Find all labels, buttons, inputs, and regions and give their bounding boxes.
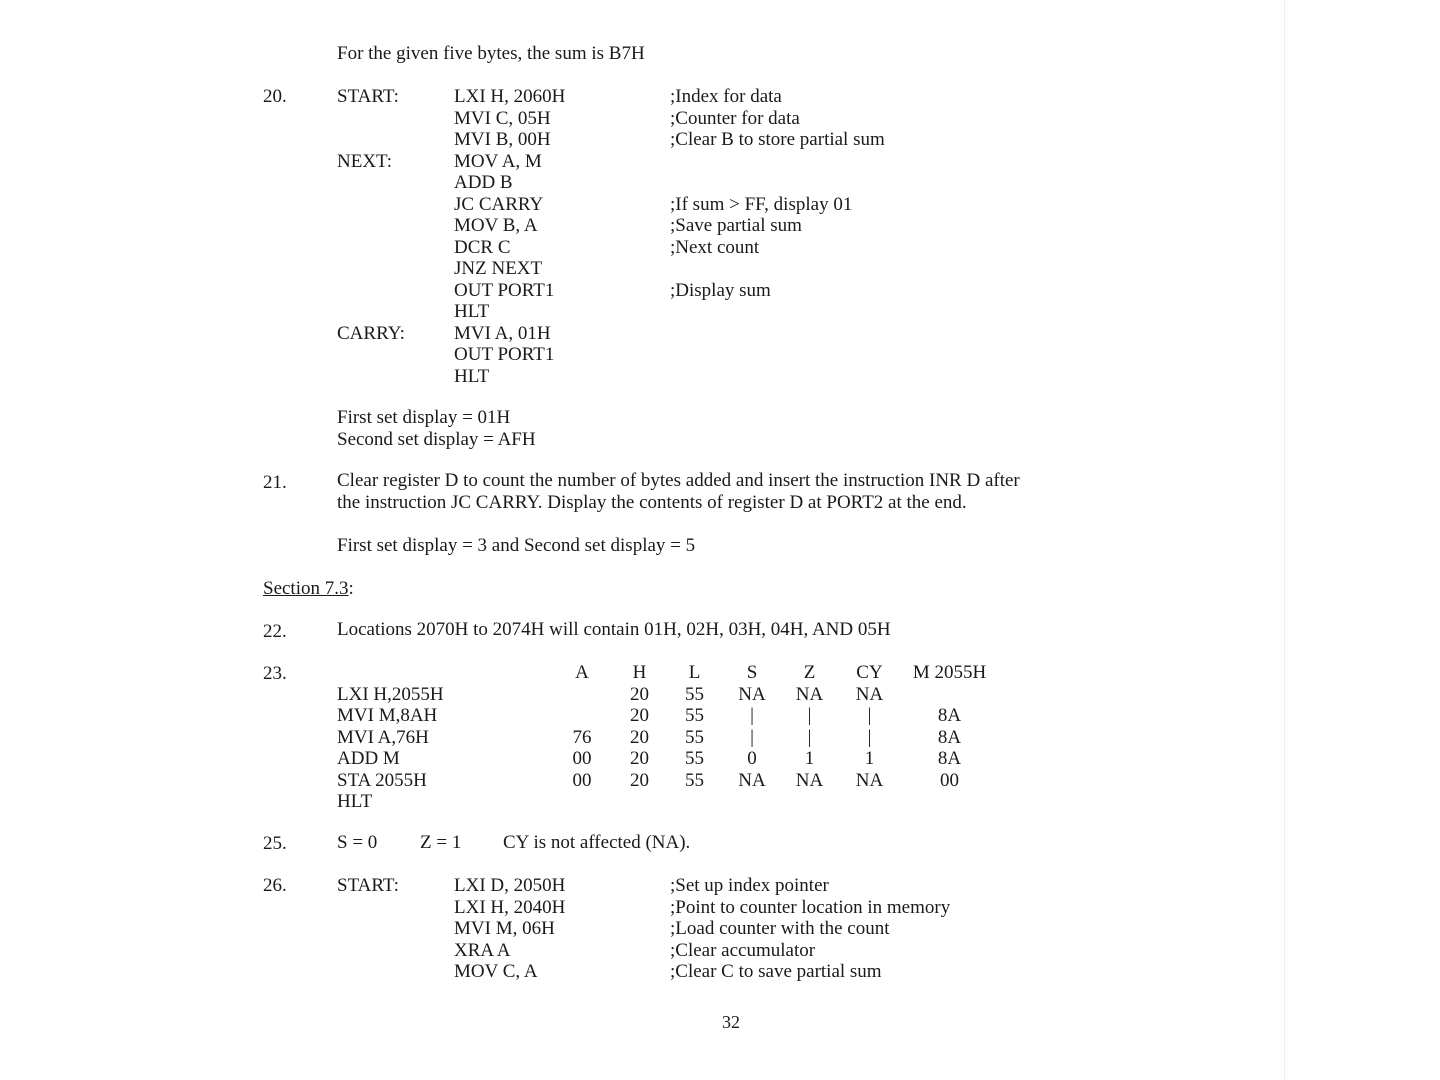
code-comment: ;Clear accumulator [670,939,816,961]
code-line: MOV B, A [454,215,538,236]
header-cell: A [575,662,589,683]
q22-text: Locations 2070H to 2074H will contain 01H, 02H, 03H, 04H, AND 05H [337,619,891,640]
table-cell: 8A [937,726,962,748]
table-cell: | [867,726,872,748]
code-line: OUT PORT1 [454,279,555,301]
page-number: 32 [722,1012,740,1032]
q23-number: 23. [263,663,287,684]
page-edge-line [1284,0,1285,1080]
table-cell: 20 [630,769,649,791]
q25-cy-note: CY is not affected (NA). [503,832,691,853]
q20-labels [337,86,405,344]
q21-number: 21. [263,472,287,493]
code-comment [670,151,885,173]
table-cell: NA [738,769,766,791]
table-cell: | [750,705,754,726]
code-line: LXI H, 2040H [454,896,566,918]
table-cell [667,791,722,813]
code-comment: ;Display sum [670,279,771,301]
table-cell: | [867,705,872,726]
code-line: MVI M, 06H [454,918,555,939]
table-cell: STA 2055H [337,769,427,791]
table-row [337,770,997,792]
q20-results [337,407,536,450]
table-cell: ADD M [337,748,400,769]
table-row [337,684,997,706]
table-cell: 20 [630,748,649,769]
table-cell: NA [855,683,884,705]
header-cell [337,662,552,684]
table-cell [552,705,612,727]
q20-instructions [454,86,565,387]
table-cell [552,684,612,706]
table-cell: 20 [630,705,649,726]
code-line: DCR C [454,236,511,258]
table-cell: 20 [630,726,649,748]
table-cell: HLT [337,791,373,812]
q21-text [337,470,1020,513]
table-cell: NA [795,683,824,705]
q21-line-2: the instruction JC CARRY. Display the contents of register D at PORT2 at the end. [337,491,967,513]
q22-number: 22. [263,621,287,642]
header-cell: H [632,662,647,683]
table-cell: 55 [685,748,704,769]
table-cell: 55 [685,683,704,705]
section-colon: : [348,578,354,599]
header-cell: Z [803,662,816,683]
code-line: XRA A [454,939,511,961]
q20-number: 20. [263,86,287,107]
code-comment: ;Counter for data [670,107,800,129]
code-line: MOV A, M [454,150,542,172]
table-cell: LXI H,2055H [337,683,444,705]
table-cell: NA [795,769,824,791]
table-cell: 55 [685,769,704,791]
code-line: HLT [454,301,490,322]
q25-z-flag: Z = 1 [420,832,462,853]
table-cell: MVI M,8AH [337,705,438,726]
q20-label-next: NEXT: [337,150,392,172]
q20-comments [670,86,885,301]
code-line: HLT [454,365,490,387]
table-cell: 55 [685,726,704,748]
code-line: OUT PORT1 [454,344,555,365]
header-cell: S [746,662,758,683]
table-cell: MVI A,76H [337,726,429,748]
header-cell: L [688,662,701,683]
table-cell [722,791,782,813]
intro-text: For the given five bytes, the sum is B7H [337,43,645,64]
q20-result-1: First set display = 01H [337,407,511,428]
section-title: Section 7.3 [263,578,349,599]
table-row [337,705,997,727]
q26-number: 26. [263,875,287,896]
q26-instructions [454,875,565,983]
code-comment: ;Next count [670,236,760,258]
code-line: MVI B, 00H [454,129,551,150]
table-cell: 76 [572,726,592,748]
code-line: JC CARRY [454,193,544,215]
code-line: ADD B [454,172,513,193]
register-trace-table [337,662,997,813]
code-comment: ;Clear B to store partial sum [670,129,885,150]
q20-result-2: Second set display = AFH [337,428,536,450]
code-line: JNZ NEXT [454,258,543,279]
code-line: LXI D, 2050H [454,875,566,896]
code-comment: ;Load counter with the count [670,918,890,939]
code-line: MVI C, 05H [454,107,551,129]
q26-label-start: START: [337,875,399,896]
q21-result: First set display = 3 and Second set display = 5 [337,535,696,556]
table-row [337,791,997,813]
table-cell [837,791,902,813]
code-comment: ;If sum > FF, display 01 [670,193,853,215]
table-cell: 1 [864,748,875,769]
table-cell: | [807,705,812,726]
table-cell: 1 [804,748,815,769]
header-cell: M 2055H [912,662,987,683]
code-comment [670,172,885,194]
table-cell: 00 [572,748,592,769]
q25-number: 25. [263,833,287,854]
table-cell [782,791,837,813]
code-comment: ;Clear C to save partial sum [670,961,882,982]
code-line: MOV C, A [454,961,538,982]
q20-label-carry: CARRY: [337,322,405,344]
table-cell: 20 [630,683,649,705]
table-cell [552,791,612,813]
table-cell [902,684,997,706]
table-cell: NA [738,683,766,705]
q20-label-start: START: [337,86,399,107]
table-cell: | [807,726,812,748]
code-comment: ;Save partial sum [670,215,802,236]
q26-comments [670,875,950,983]
code-line: LXI H, 2060H [454,86,566,107]
code-comment [670,258,885,280]
table-cell: NA [855,769,884,791]
table-row [337,748,997,770]
code-comment: ;Index for data [670,86,782,107]
table-cell: 00 [572,769,592,791]
table-cell [902,791,997,813]
table-cell: 00 [940,769,959,791]
q25-s-flag: S = 0 [337,832,378,853]
code-comment: ;Point to counter location in memory [670,896,951,918]
table-header-row [337,662,997,684]
code-comment: ;Set up index pointer [670,875,829,896]
q21-line-1: Clear register D to count the number of bytes added and insert the instruction INR D after [337,470,1020,491]
table-cell: 55 [685,705,704,726]
table-cell: 8A [937,748,962,769]
section-heading [263,578,354,599]
code-line: MVI A, 01H [454,322,551,344]
table-cell: | [750,726,754,748]
table-row [337,727,997,749]
table-cell: 8A [937,705,962,726]
table-cell [612,791,667,813]
header-cell: CY [856,662,883,683]
table-cell: 0 [747,748,757,769]
